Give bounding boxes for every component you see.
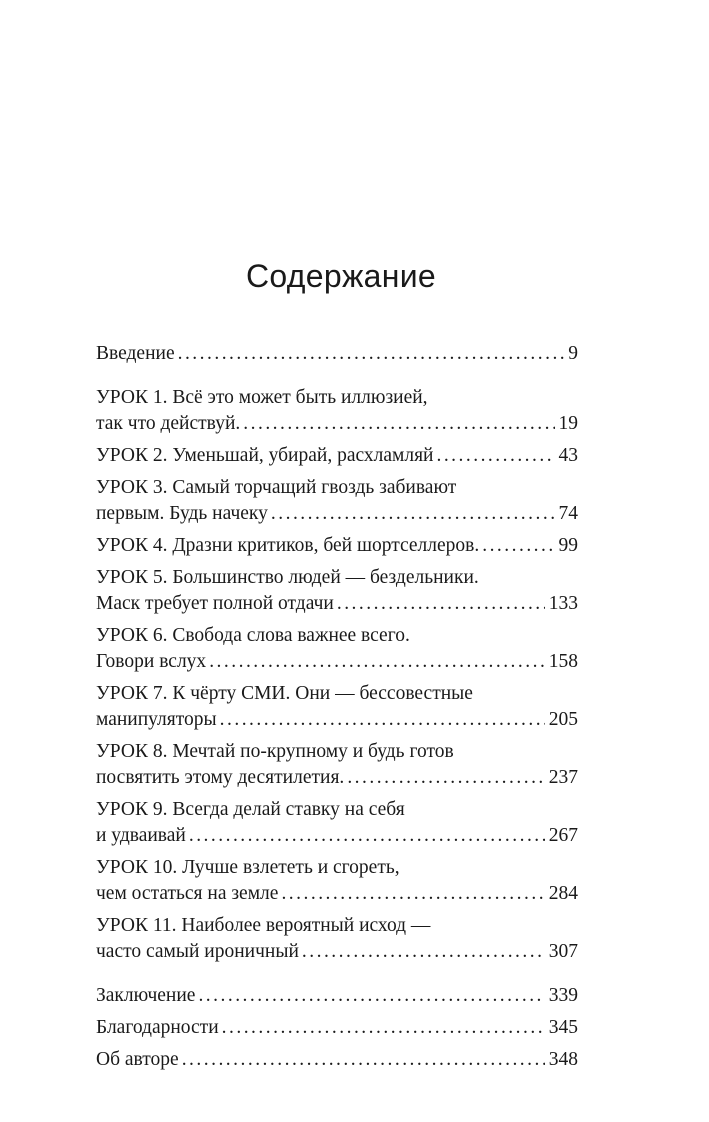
toc-line [96, 649, 578, 675]
page-title: Содержание [245, 258, 436, 294]
toc-line [96, 501, 578, 527]
entry-title: УРОК 4. Дразни критиков, бей шортселлеров. [96, 535, 480, 556]
entry-title-line-2: манипуляторы [96, 709, 217, 730]
dot-leader [436, 443, 554, 469]
page-number: 237 [548, 767, 578, 788]
page-number: 284 [548, 883, 578, 904]
entry-title-line-1: УРОК 10. Лучше взлететь и сгореть, [96, 857, 400, 878]
dot-leader [220, 707, 545, 733]
toc-line [96, 591, 578, 617]
toc-line [96, 881, 578, 907]
page-number: 158 [548, 651, 578, 672]
toc-line [96, 983, 578, 1009]
page-number: 205 [548, 709, 578, 730]
page-number: 345 [548, 1017, 578, 1038]
dot-leader [209, 649, 545, 675]
table-of-contents [96, 341, 578, 1079]
entry-title: Благодарности [96, 1017, 219, 1038]
dot-leader [189, 823, 545, 849]
dot-leader [302, 939, 545, 965]
entry-title-line-1: УРОК 9. Всегда делай ставку на себя [96, 799, 405, 820]
toc-line [96, 823, 578, 849]
dot-leader [482, 533, 554, 559]
toc-entry-lesson-6[interactable] [96, 623, 578, 675]
dot-leader [178, 341, 565, 367]
toc-entry-lesson-3[interactable] [96, 475, 578, 527]
entry-title-line-2: чем остаться на земле [96, 883, 279, 904]
toc-entry-lesson-1[interactable] [96, 385, 578, 437]
entry-title: Введение [96, 343, 175, 364]
toc-entry-conclusion[interactable] [96, 983, 578, 1009]
dot-leader [182, 1047, 545, 1073]
entry-title-line-2: Маск требует полной отдачи [96, 593, 334, 614]
page-number: 19 [558, 413, 578, 434]
dot-leader [271, 501, 555, 527]
toc-entry-lesson-4[interactable] [96, 533, 578, 559]
entry-title-line-2: посвятить этому десятилетия. [96, 767, 345, 788]
page-number: 339 [548, 985, 578, 1006]
page-number: 99 [558, 535, 578, 556]
toc-line [96, 443, 578, 469]
dot-leader [222, 1015, 545, 1041]
toc-line [96, 707, 578, 733]
toc-line [96, 1047, 578, 1073]
entry-title-line-1: УРОК 11. Наиболее вероятный исход — [96, 915, 431, 936]
dot-leader [243, 411, 554, 437]
entry-title-line-2: Говори вслух [96, 651, 207, 672]
entry-title-line-1: УРОК 1. Всё это может быть иллюзией, [96, 387, 428, 408]
toc-entry-lesson-5[interactable] [96, 565, 578, 617]
entry-title-line-1: УРОК 8. Мечтай по-крупному и будь готов [96, 741, 454, 762]
entry-title-line-1: УРОК 7. К чёрту СМИ. Они — бессовестные [96, 683, 473, 704]
toc-line [96, 1015, 578, 1041]
page-number: 307 [548, 941, 578, 962]
entry-title: Заключение [96, 985, 196, 1006]
page-number: 267 [548, 825, 578, 846]
entry-title-line-2: так что действуй. [96, 413, 241, 434]
entry-title-line-1: УРОК 5. Большинство людей — бездельники. [96, 567, 479, 588]
entry-title-line-2: и удваивай [96, 825, 186, 846]
toc-line [96, 939, 578, 965]
page-number: 43 [558, 445, 578, 466]
page-number: 9 [568, 343, 578, 364]
toc-entry-lesson-7[interactable] [96, 681, 578, 733]
dot-leader [281, 881, 544, 907]
toc-entry-lesson-11[interactable] [96, 913, 578, 965]
dot-leader [198, 983, 544, 1009]
toc-entry-acknowledgements[interactable] [96, 1015, 578, 1041]
page-number: 74 [558, 503, 578, 524]
toc-entry-lesson-10[interactable] [96, 855, 578, 907]
toc-line [96, 341, 578, 367]
entry-title-line-1: УРОК 3. Самый торчащий гвоздь забивают [96, 477, 457, 498]
toc-entry-about-author[interactable] [96, 1047, 578, 1073]
entry-title-line-2: первым. Будь начеку [96, 503, 268, 524]
toc-line [96, 411, 578, 437]
page-number: 348 [548, 1049, 578, 1070]
page-number: 133 [548, 593, 578, 614]
toc-entry-lesson-9[interactable] [96, 797, 578, 849]
toc-entry-introduction[interactable] [96, 341, 578, 367]
toc-entry-lesson-2[interactable] [96, 443, 578, 469]
entry-title-line-1: УРОК 6. Свобода слова важнее всего. [96, 625, 410, 646]
entry-title-line-2: часто самый ироничный [96, 941, 299, 962]
dot-leader [337, 591, 545, 617]
toc-entry-lesson-8[interactable] [96, 739, 578, 791]
toc-line [96, 533, 578, 559]
toc-line [96, 765, 578, 791]
entry-title: УРОК 2. Уменьшай, убирай, расхламляй [96, 445, 434, 466]
entry-title: Об авторе [96, 1049, 179, 1070]
dot-leader [347, 765, 544, 791]
